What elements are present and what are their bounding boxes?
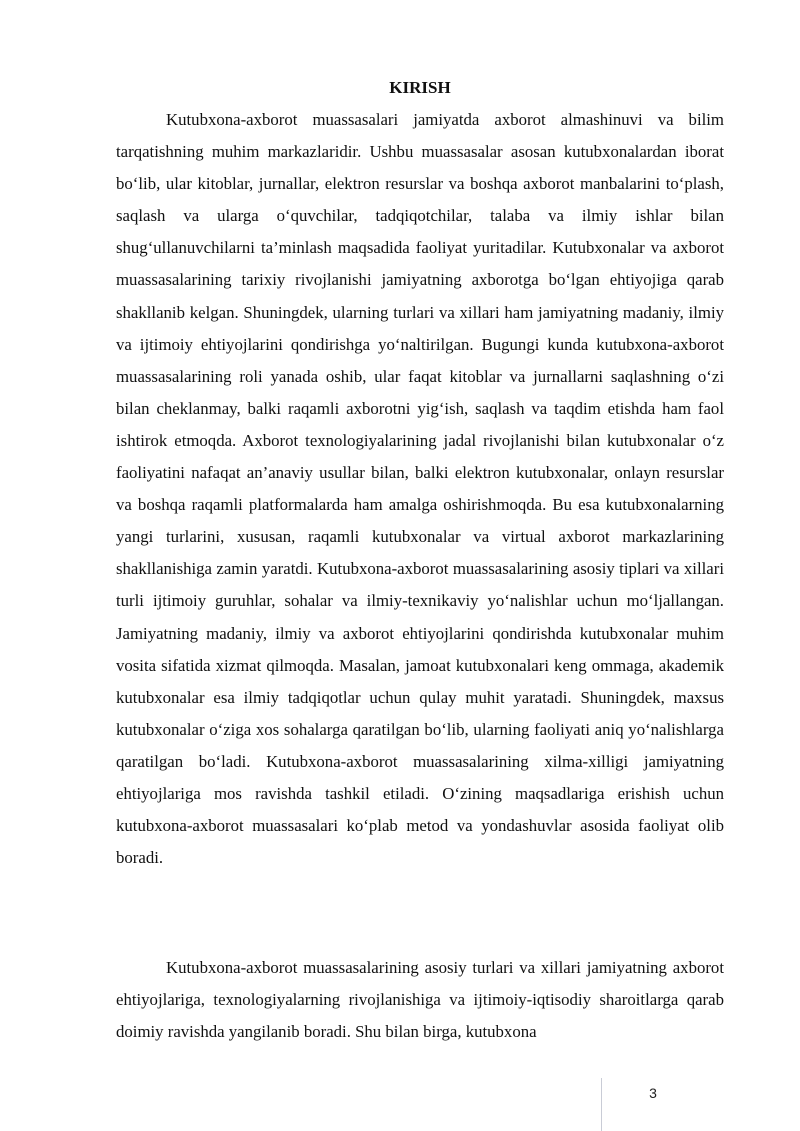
body-paragraph-1: Kutubxona-axborot muassasalari jamiyatda axborot almashinuvi va bilim tarqatishning muhim markazlaridir. Ushbu muassasalar asosan kutubxonalardan iborat bo‘lib, ular kitoblar, jurnallar, elektron resurslar va boshqa axborot manbalarini to‘plash, saqlash va ularga o‘quvchilar, tadqiqotchilar, talaba va ilmiy ishlar bilan shug‘ullanuvchilarni ta’minlash maqsadida faoliyat yuritadilar. Kutubxonalar va axborot muassasalarining tarixiy rivojlanishi jamiyatning axborotga bo‘lgan ehtiyojiga qarab shakllanib kelgan. Shuningdek, ularning turlari va xillari ham jamiyatning madaniy, ilmiy va ijtimoiy ehtiyojlarini qondirishga yo‘naltirilgan. Bugungi kunda kutubxona-axborot muassasalarining roli yanada oshib, ular faqat kitoblar va jurnallarni saqlashning o‘zi bilan cheklanmay, balki raqamli axborotni yig‘ish, saqlash va taqdim etishda ham faol ishtirok etmoqda. Axborot texnologiyalarining jadal rivojlanishi bilan kutubxonalar o‘z faoliyatini nafaqat an’anaviy usullar bilan, balki elektron kutubxonalar, onlayn resurslar va boshqa raqamli platformalarda ham amalga oshirishmoqda. Bu esa kutubxonalarning yangi turlarini, xususan, raqamli kutubxonalar va virtual axborot markazlarining shakllanishiga zamin yaratdi. Kutubxona-axborot muassasalarining asosiy tiplari va xillari turli ijtimoiy guruhlar, sohalar va ilmiy-texnikaviy yo‘nalishlar uchun mo‘ljallangan. Jamiyatning madaniy, ilmiy va axborot ehtiyojlarini qondirishda kutubxonalar muhim vosita sifatida xizmat qilmoqda. Masalan, jamoat kutubxonalari keng ommaga, akademik kutubxonalar esa ilmiy tadqiqotlar uchun qulay muhit yaratadi. Shuningdek, maxsus kutubxonalar o‘ziga xos sohalarga qaratilgan bo‘lib, ularning faoliyati aniq yo‘nalishlarga qaratilgan bo‘ladi. Kutubxona-axborot muassasalarining xilma-xilligi jamiyatning ehtiyojlariga mos ravishda tashkil etiladi. O‘zining maqsadlariga erishish uchun kutubxona-axborot muassasalari ko‘plab metod va yondashuvlar asosida faoliyat olib boradi.	[116, 110, 724, 868]
section-heading: KIRISH	[389, 78, 451, 97]
footer-divider	[601, 1078, 602, 1131]
page-number: 3	[649, 1085, 657, 1101]
body-paragraph-2: Kutubxona-axborot muassasalarining asosiy turlari va xillari jamiyatning axborot ehtiyojlariga, texnologiyalarning rivojlanishiga va ijtimoiy-iqtisodiy sharoitlarga qarab doimiy ravishda yangilanib boradi. Shu bilan birga, kutubxona	[116, 958, 724, 1042]
